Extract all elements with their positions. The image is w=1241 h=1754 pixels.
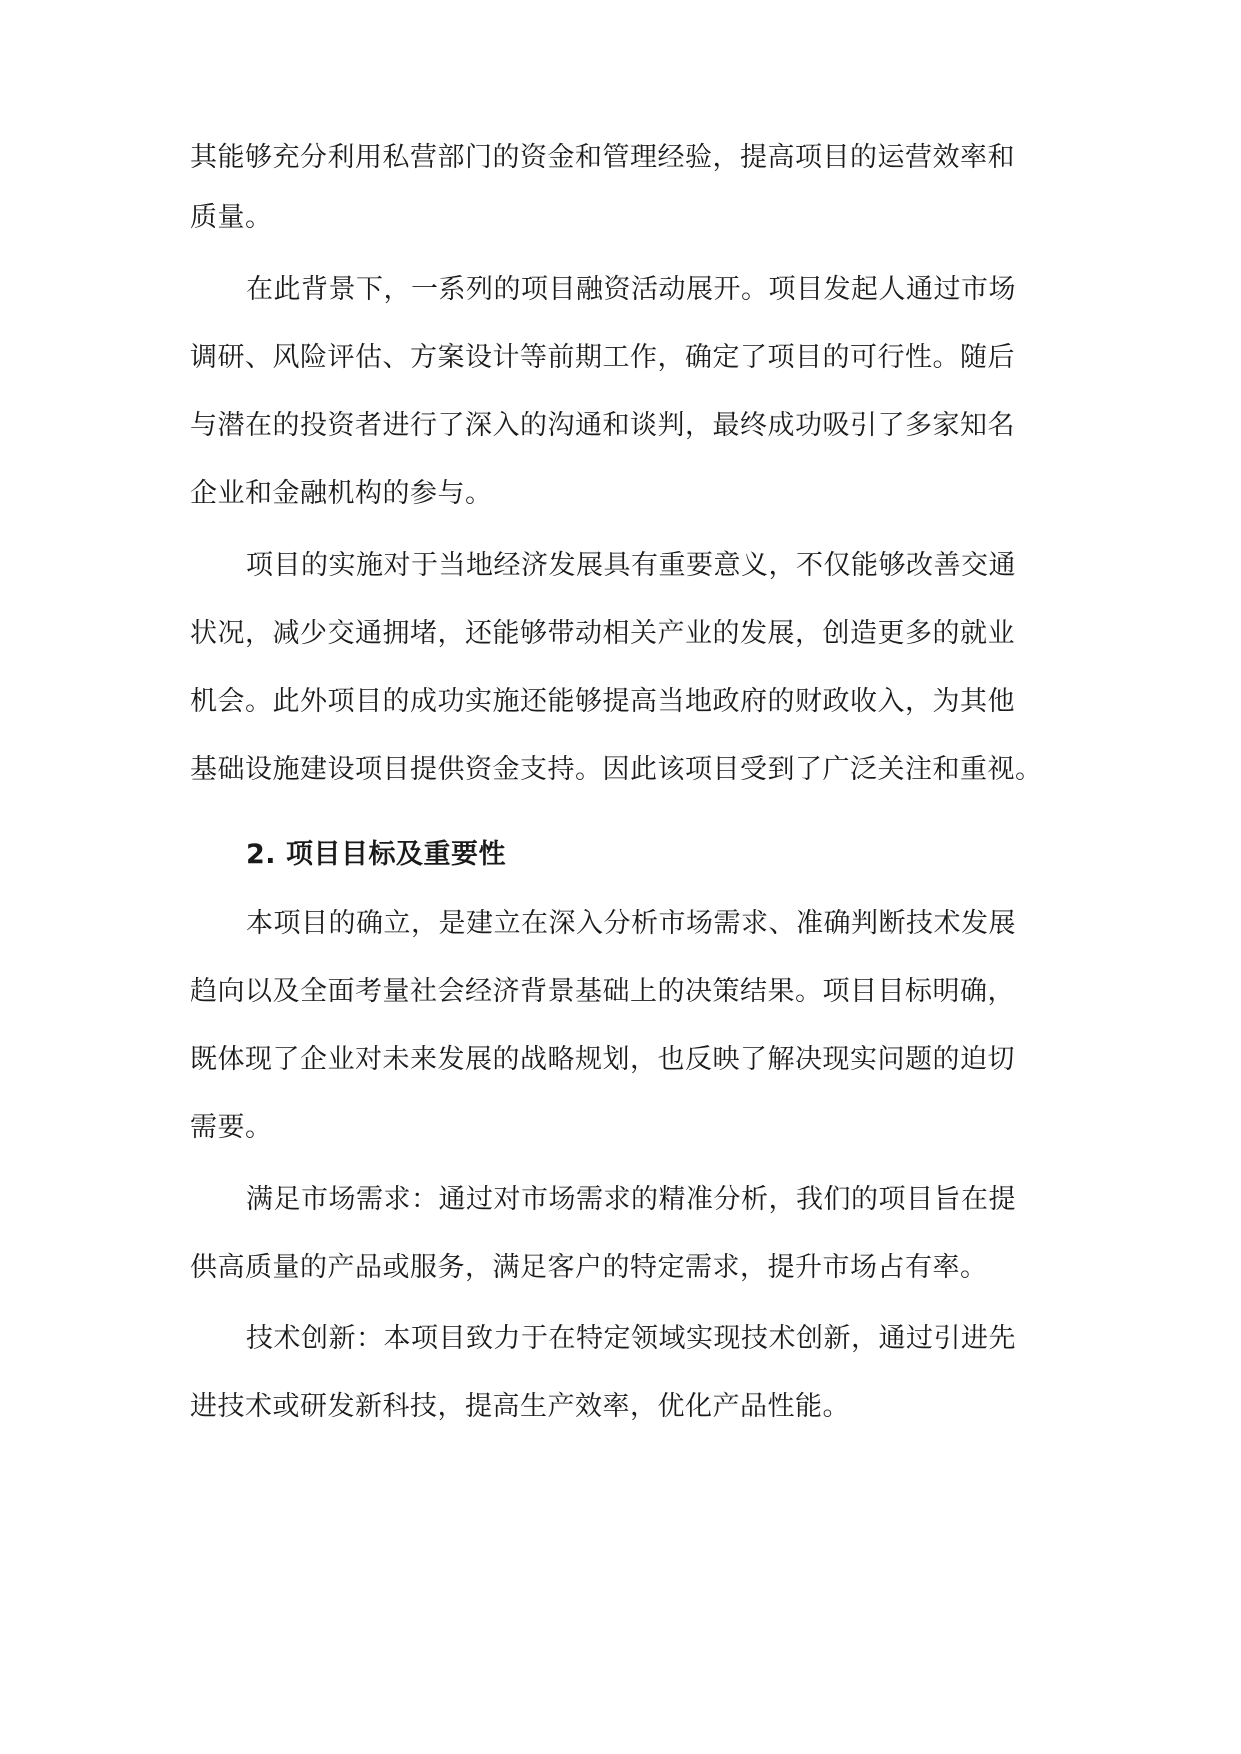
paragraph-line: 技术创新：本项目致力于在特定领域实现技术创新，通过引进先 <box>246 1323 1016 1354</box>
paragraph-line: 满足市场需求：通过对市场需求的精准分析，我们的项目旨在提 <box>246 1184 1016 1215</box>
paragraph-line: 本项目的确立，是建立在深入分析市场需求、准确判断技术发展 <box>246 908 1016 939</box>
paragraph-line: 供高质量的产品或服务，满足客户的特定需求，提升市场占有率。 <box>190 1252 988 1283</box>
section-heading: 2. 项目目标及重要性 <box>246 839 506 870</box>
paragraph-line: 其能够充分利用私营部门的资金和管理经验，提高项目的运营效率和 <box>190 142 1015 173</box>
paragraph-line: 进技术或研发新科技，提高生产效率，优化产品性能。 <box>190 1391 850 1422</box>
paragraph-line: 需要。 <box>190 1112 273 1143</box>
paragraph-line: 既体现了企业对未来发展的战略规划，也反映了解决现实问题的迫切 <box>190 1044 1015 1075</box>
paragraph-line: 趋向以及全面考量社会经济背景基础上的决策结果。项目目标明确， <box>190 976 1015 1007</box>
paragraph-line: 机会。此外项目的成功实施还能够提高当地政府的财政收入，为其他 <box>190 686 1015 717</box>
paragraph-line: 状况，减少交通拥堵，还能够带动相关产业的发展，创造更多的就业 <box>190 618 1015 649</box>
paragraph-line: 项目的实施对于当地经济发展具有重要意义，不仅能够改善交通 <box>246 550 1016 581</box>
paragraph-line: 质量。 <box>190 202 273 233</box>
paragraph-line: 调研、风险评估、方案设计等前期工作，确定了项目的可行性。随后 <box>190 342 1015 373</box>
paragraph-line: 企业和金融机构的参与。 <box>190 478 493 509</box>
paragraph-line: 基础设施建设项目提供资金支持。因此该项目受到了广泛关注和重视。 <box>190 754 1043 785</box>
paragraph-line: 在此背景下，一系列的项目融资活动展开。项目发起人通过市场 <box>246 274 1016 305</box>
paragraph-line: 与潜在的投资者进行了深入的沟通和谈判，最终成功吸引了多家知名 <box>190 410 1015 441</box>
